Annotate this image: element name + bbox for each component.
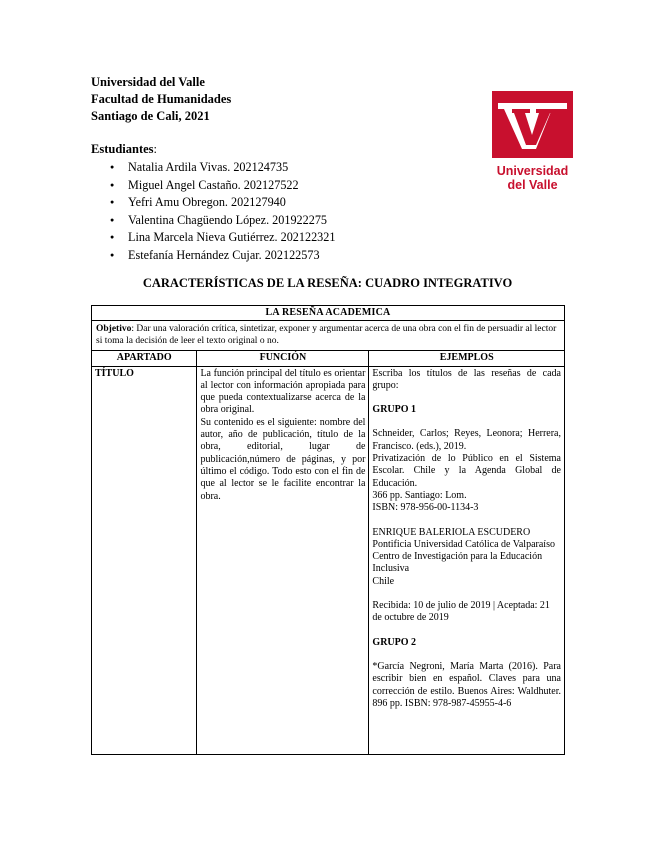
table-title: LA RESEÑA ACADEMICA (92, 306, 565, 321)
funcion-cell (197, 366, 369, 754)
objective-cell (92, 321, 565, 351)
spacer (372, 416, 561, 428)
spacer (372, 588, 561, 600)
grupo1-dates: Recibida: 10 de julio de 2019 | Aceptada: 21 de octubre de 2019 (372, 600, 550, 624)
table-title-row (92, 306, 565, 321)
table-header-row (92, 351, 565, 366)
ejemplos-cell (369, 366, 565, 754)
header-apartado: APARTADO (92, 351, 197, 366)
objective-label: Objetivo (96, 324, 132, 335)
row-label-titulo: TÍTULO (92, 366, 197, 754)
grupo1-heading: GRUPO 1 (372, 404, 417, 416)
student-item: ● Yefri Amu Obregon. 202127940 (110, 194, 335, 212)
grupo1-center: Centro de Investigación para la Educación Inclusiva (372, 551, 543, 575)
students-list (110, 159, 335, 265)
spacer (372, 649, 561, 661)
grupo1-reference: Schneider, Carlos; Reyes, Leonora; Herrera, Francisco. (eds.), 2019. (372, 428, 561, 452)
logo-text-line2: del Valle (507, 178, 558, 192)
students-heading-label: Estudiantes (91, 142, 154, 156)
grupo2-heading: GRUPO 2 (372, 636, 417, 648)
funcion-paragraph-1: La función principal del título es orientar al lector con información apropiada para que pueda contextualizarse acerca de la obra original. (200, 367, 366, 416)
student-item: ● Estefanía Hernández Cujar. 202122573 (110, 247, 335, 265)
funcion-paragraph-2: Su contenido es el siguiente: nombre del autor, año de publicación, título de la obra, editorial, lugar de publicación,número de páginas, y por último el código. Todo esto con el fin de que al lector se le facilite encontrar la obra. (200, 416, 366, 502)
student-item: ● Valentina Chagüendo López. 201922275 (110, 212, 335, 230)
grupo1-country: Chile (372, 575, 395, 587)
grupo1-university: Pontificia Universidad Católica de Valparaíso (372, 538, 555, 550)
grupo1-book-title: Privatización de lo Público en el Sistema Escolar. Chile y la Agenda Global de Educación. (372, 453, 561, 489)
grupo2-reference: *García Negroni, María Marta (2016). Para escribir bien en español. Claves para una corrección de estilo. Buenos Aires: Waldhuter. 896 pp. ISBN: 978-987-45955-4-6 (372, 660, 561, 709)
spacer (372, 625, 561, 637)
objective-row (92, 321, 565, 351)
students-heading-colon: : (153, 142, 158, 156)
header-ejemplos: EJEMPLOS (369, 351, 565, 366)
objective-text: : Dar una valoración crítica, sintetizar, exponer y argumentar acerca de una obra con el fin de persuadir al lector si toma la decisión de leer el texto original o no. (96, 324, 557, 347)
review-table (91, 305, 565, 755)
student-item: ● Miguel Angel Castaño. 202127522 (110, 177, 335, 195)
ejemplos-intro: Escriba los títulos de las reseñas de cada grupo: (372, 367, 561, 391)
header-funcion: FUNCIÓN (197, 351, 369, 366)
logo-text-line1: Universidad (496, 164, 569, 178)
table-row (92, 366, 565, 754)
location-year: Santiago de Cali, 2021 (91, 109, 210, 123)
grupo1-isbn: ISBN: 978-956-00-1134-3 (372, 502, 479, 514)
grupo1-author: ENRIQUE BALERIOLA ESCUDERO (372, 526, 531, 538)
spacer (372, 392, 561, 404)
student-item: ● Natalia Ardila Vivas. 202124735 (110, 159, 335, 177)
document-title: CARACTERÍSTICAS DE LA RESEÑA: CUADRO INTEGRATIVO (142, 276, 513, 290)
students-heading (91, 142, 157, 157)
spacer (372, 515, 561, 527)
faculty-name: Facultad de Humanidades (91, 92, 232, 106)
grupo1-pages: 366 pp. Santiago: Lom. (372, 489, 467, 501)
student-item: ● Lina Marcela Nieva Gutiérrez. 202122321 (110, 229, 335, 247)
university-name: Universidad del Valle (91, 75, 205, 89)
univalle-logo (492, 91, 573, 195)
